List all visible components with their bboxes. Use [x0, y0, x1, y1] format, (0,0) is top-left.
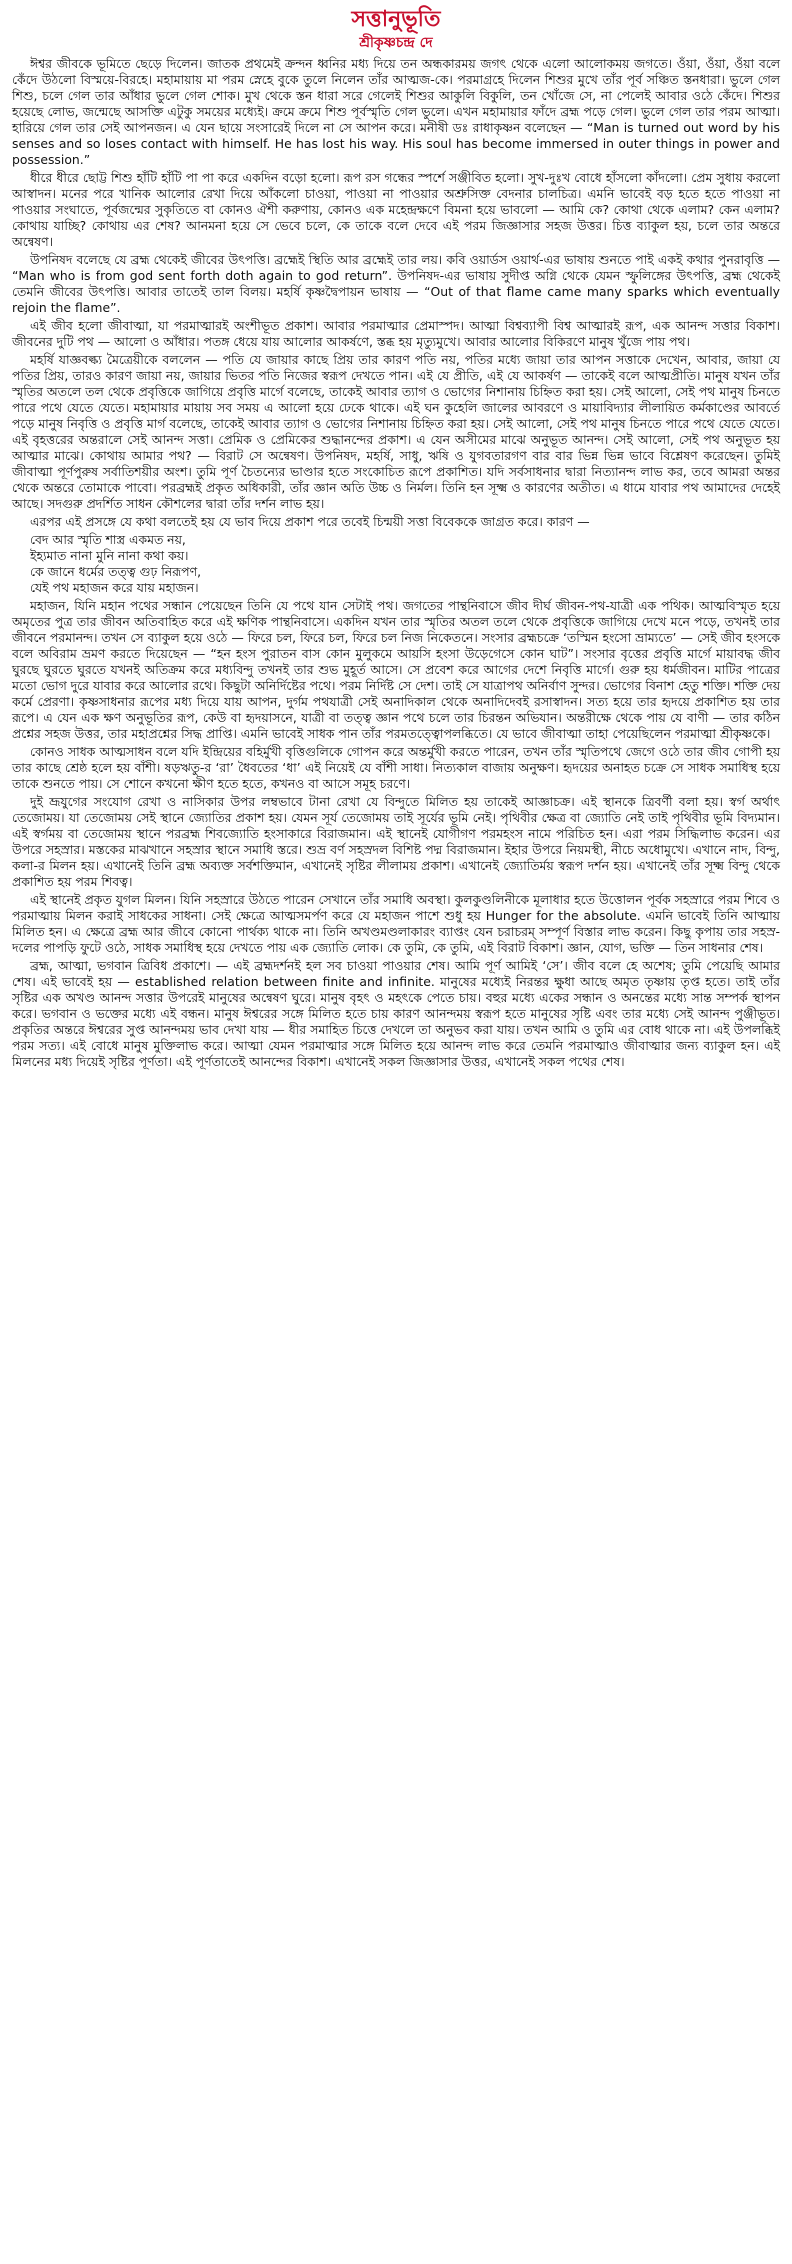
verse-line: কে জানে ধর্মের তত্ত্ব গুঢ় নিরূপণ,: [30, 564, 202, 579]
paragraph: এরপর এই প্রসঙ্গে যে কথা বলতেই হয় যে ভাব দিয়ে প্রকাশ পরে তবেই চিন্ময়ী সত্তা বিবেককে জাগ্রত করে। কারণ —: [30, 514, 590, 529]
verse-line: যেই পথ মহাজন করে যায় মহাজন।: [30, 580, 199, 595]
paragraph: এই স্থানেই প্রকৃত যুগল মিলন। যিনি সহস্রারে উঠতে পারেন সেখানে তাঁর সমাধি অবস্থা। কুলকুণ্ডলিনীকে মূলাধার হতে উত্তোলন পূর্বক সহস্রারে পরম শিবে ও পরমাত্মায় মিলন করাই সাধকের সাধনা। সেই ক্ষেত্রে আত্মসমর্পণ করে যে মহাজন পাশে শুধু হয় Hunger for the absolute. এমনি ভাবেই তিনি আত্মায় মিলিত হন। এ ক্ষেত্রে ব্রহ্ম আর জীবে কোনো পার্থক্য থাকে না। তিনি অখণ্ডমণ্ডলাকারং ব্যাপ্তং যেন চরাচরম্‌ সম্পূর্ণ বিস্তার লাভ করেন। কিছু কৃপায় তার সহস্র-দলের পাপড়ি ফুটে ওঠে, সাধক সমাধিস্থ হয়ে দেখতে পায় এক জ্যোতি লোক। কে তুমি, কে তুমি, এই বিরাট বিকাশ। জ্ঞান, যোগ, ভক্তি — তিন সাধনার শেষ।: [12, 892, 780, 955]
page-title: সত্তানুভূতি: [351, 7, 441, 32]
paragraph: ব্রহ্ম, আত্মা, ভগবান ত্রিবিধ প্রকাশে। — এই ব্রহ্মদর্শনই হল সব চাওয়া পাওয়ার শেষ। আমি পূর্ণ আমিই ‘সে’। জীব বলে হে অশেষ; তুমি পেয়েছি আমার শেষ। এই ভাবেই হয় — established relation between finite and infinite. মানুষের মধ্যেই নিরন্তর ক্ষুধা আছে অমৃত তৃষ্ণায় তৃপ্ত হতে। তাই তাঁর সৃষ্টির এক অখণ্ড আনন্দ সত্তার উপরেই মানুষের অন্বেষণ ঘুরে। মানুষ বৃহৎ ও মহৎকে পেতে চায়। বহুর মধ্যে একের সন্ধান ও অনন্তের মধ্যে সান্ত সম্পর্ক স্থাপন করে। ভগবান ও ভক্তের মধ্যে এই বন্ধন। মানুষ ঈশ্বরের সঙ্গে মিলিত হতে চায় কারণ আনন্দময় স্বরূপ হতে মানুষের সৃষ্টি এবং তার মধ্যে সেই আনন্দ পুঞ্জীভূত। প্রকৃতির অন্তরে ঈশ্বরের সুপ্ত আনন্দময় ভাব দেখা যায় — ধীর সমাহিত চিত্তে দেখলে তা অনুভব করা যায়। তখন আমি ও তুমি এর বোধ থাকে না। এই উপলব্ধিই পরম সত্য। এই বোধে মানুষ মুক্তিলাভ করে। আত্মা যেমন পরমাত্মার সঙ্গে মিলিত হয়ে আনন্দ লাভ করে তেমনি পরমাত্মাও জীবাত্মার জন্য ব্যাকুল হন। এই মিলনের মধ্য দিয়েই সৃষ্টির পূর্ণতা। এই পূর্ণতাতেই আনন্দের বিকাশ। এখানেই সকল জিজ্ঞাসার উত্তর, এখানেই সকল পথের শেষ।: [12, 958, 780, 1069]
paragraph: এই জীব হলো জীবাত্মা, যা পরমাত্মারই অংশীভূত প্রকাশ। আবার পরমাত্মার প্রেমাস্পদ। আত্মা বিশ্বব্যাপী বিশ্ব আত্মারই রূপ, এক আনন্দ সত্তার বিকাশ। জীবনের দুটি পথ — আলো ও আঁধার। পতঙ্গ ধেয়ে যায় আলোর আকর্ষণে, স্তব্ধ হয় মৃত্যুমুখে। আবার আলোর বিকিরণে মানুষ খুঁজে পায় পথ।: [12, 318, 780, 349]
verse-line: ইহ্যমাত নানা মুনি নানা কথা কয়।: [30, 548, 189, 563]
paragraph: উপনিষদ বলেছে যে ব্রহ্ম থেকেই জীবের উৎপত্তি। ব্রহ্মেই স্থিতি আর ব্রহ্মেই তার লয়। কবি ওয়ার্ডস ওয়ার্থ-এর ভাষায় শুনতে পাই একই কথার পুনরাবৃত্তি — “Man who is from god sent forth doth again to god return”. উপনিষদ-এর ভাষায় সুদীপ্ত অগ্নি থেকে যেমন স্ফুলিঙ্গের উৎপত্তি, ব্রহ্ম থেকেই তেমনি জীবের উৎপত্তি। আবার তাতেই তাল বিলয়। মহর্ষি কৃষ্ণদ্বৈপায়ন ভাষায় — “Out of that flame came many sparks which eventually rejoin the flame”.: [12, 252, 780, 315]
paragraph: ধীরে ধীরে ছোট্ট শিশু হাঁটি হাঁটি পা পা করে একদিন বড়ো হলো। রূপ রস গন্ধের স্পর্শে সঞ্জীবিত হলো। সুখ-দুঃখ বোধে হাঁসলো কাঁদলো। প্রেম সুধায় করলো আস্বাদন। মনের পরে খানিক আলোর রেখা দিয়ে আঁকলো চাওয়া, পাওয়া না পাওয়ার অশ্রুসিক্ত বেদনার চালচিত্র। এমনি ভাবেই বড় হতে হতে পাওয়া না পাওয়ার সংঘাতে, পূর্বজন্মের সুকৃতিতে বা কোনও ঐশী করুণায়, কোনও এক মহেন্দ্রক্ষণে বিমনা হয়ে ভাবলো — আমি কে? কোথা থেকে এলাম? কেন এলাম? কোথায় যাচ্ছি? কোথায় এর শেষ? আনমনা হয়ে সে ভেবে চলে, কে তাকে বলে দেবে এই পরম জিজ্ঞাসার সহজ উত্তর। চিত্ত ব্যাকুল হয়, চলে তার অন্তরে অন্বেষণ।: [12, 170, 780, 249]
author-name: শ্রীকৃষ্ণচন্দ্র দে: [359, 35, 433, 51]
verse-line: বেদ আর স্মৃতি শাস্ত্র একমত নয়,: [30, 532, 186, 547]
article-body: [12, 56, 780, 1070]
paragraph: ঈশ্বর জীবকে ভূমিতে ছেড়ে দিলেন। জাতক প্রথমেই ক্রন্দন ধ্বনির মধ্য দিয়ে তন অন্ধকারময় জগৎ থেকে এলো আলোকময় জগতে। ওঁয়া, ওঁয়া, ওঁয়া বলে কেঁদে উঠলো বিস্ময়ে-বিরহে। মহামায়ায় মা পরম স্নেহে বুকে তুলে নিলেন তাঁর আত্মজ-কে। পরমাগ্রহে দিলেন শিশুর মুখে তাঁর পূর্ব সঞ্চিত স্তনধারা। ভুলে গেল শিশু, চলে গেল তার আঁধার ভুলে গেল শোক। মুখ থেকে স্তন ধারা সরে গেলেই শিশুর আকুলি বিকুলি, তন খোঁজে সে, না পেলেই আবার ওঠে কেঁদে। শিশুর হয়েছে লোভ, জন্মেছে আসক্তি এটুকু সময়ের মধ্যেই। ক্রমে ক্রমে শিশু পূর্বস্মৃতি গেল ভুলে। এখন মহামায়ার ফাঁদে ব্রহ্ম পড়ে গেল। ভুলে গেল তার পরম আত্মা। হারিয়ে গেল তার সেই আপনজন। এ যেন ছায়ে সংসারেই দিলে না সে আপন করে। মনীষী ডঃ রাধাকৃষ্ণন বলেছেন — “Man is turned out word by his senses and so loses contact with himself. He has lost his way. His soul has become immersed in outer things in power and possession.”: [12, 56, 780, 167]
verse-block: [12, 532, 780, 596]
paragraph: মহাজন, যিনি মহান পথের সন্ধান পেয়েছেন তিনি যে পথে যান সেটাই পথ। জগতের পান্থনিবাসে জীব দীর্ঘ জীবন-পথ-যাত্রী এক পথিক। আত্মবিস্মৃত হয়ে অমৃতের পুত্র তার জীবন অতিবাহিত করে এই ক্ষণিক পান্থনিবাসে। একদিন যখন তার স্মৃতির অতল তলে থেকে প্রবৃত্তিকে জাগিয়ে দেখে মনে পড়ে, তখনই তার জীবনে পরমানন্দ। তখন সে ব্যাকুল হয়ে ওঠে — ফিরে চল, ফিরে চল, ফিরে চল নিজ নিকেতনে। সংসার ব্রহ্মচক্রে ‘তস্মিন হংসো ভ্রাম্যতে’ — সেই জীব হংসকে বলে অবিরাম ভ্রমণ করতে দিয়েছেন — “হন হংস পুরাতন বাস কোন মুলুকমে আয়সি হংসা উড়েগেসে কোন ঘাট”। সংসার বৃত্তের প্রবৃত্তি মার্গে মায়াবদ্ধ জীব ঘুরছে ঘুরতে ঘুরতে যখনই অতিক্রম করে মধ্যবিন্দু তখনই তার শুভ মুহূর্ত আসে। সে প্রবেশ করে আগের দেশে নিবৃত্তি মার্গে। গুরু হয় ধর্মজীবন। মাটির পাত্রের মতো ভোগ দুরে যাবার করে আলোর রথে। কিছুটা অনির্দিষ্টের পথে। পরম নির্দিষ্ট সে দেশ। তাই সে যাত্রাপথ অনির্বাণ সুন্দর। ভোগের বিনাশ হেতু শক্তি। শক্তি দেয় কর্মে প্রেরণা। কৃষ্ণসাধনার রূপের মধ্য দিয়ে যায় আপন, দুর্গম পথযাত্রী সেই অনাদিকাল থেকে অনাদিদেবই রসাস্বাদন। সত্য হয়ে তার হৃদয়ে প্রকাশিত হয় তার রূপে। এ যেন এক ক্ষণ অনুভূতির রূপ, কেউ বা হৃদয়াসনে, যাত্রী বা তত্ত্ব জ্ঞান পথে চলে তার চিরন্তন অভিযান। অন্তরীক্ষে থেকে পায় যে বাণী — তার কঠিন প্রশ্নের সহজ উত্তর, তার মহাপ্রশ্নের সিদ্ধ প্রাপ্তি। এমনি ভাবেই সাধক পান তাঁর পরমতত্ত্বোপলব্ধিতে। যে ভাবে জীবাত্মা তাহা পেয়েছিলেন পরমাত্মা শ্রীকৃষ্ণকে।: [12, 598, 780, 741]
paragraph: মহর্ষি যাজ্ঞবল্ক্য মৈত্রেয়ীকে বললেন — পতি যে জায়ার কাছে প্রিয় তার কারণ পতি নয়, পতির মধ্যে জায়া তার আপন সত্তাকে দেখেন, আবার, জায়া যে পতির প্রিয়, তারও কারণ জায়া নয়, জায়ার ভিতর পতি নিজের স্বরূপ দেখতে পান। এই যে প্রীতি, এই যে আকর্ষণ — তাকেই বলে আত্মপ্রীতি। মানুষ যখন তাঁর স্মৃতির অতলে তল থেকে প্রবৃত্তিকে জাগিয়ে প্রবৃত্তি মার্গে বলেছে, তাকেই আবার ত্যাগ ও ভোগের নিশানায় চিহ্নিত করা হয়। সেই আলো, সেই পথ মানুষ চিনতে পারে পথে যেতে যেতে। মহামায়ার মায়ায় সব সময় এ আলো হয়ে ঢেকে থাকে। এই ঘন কুহেলি জালের আবরণে ও মায়াবিদ্যার লীলায়িত কর্মকাণ্ডের আবর্তে পড়ে মানুষ নিবৃত্তি ও প্রবৃত্তি মার্গ বলেছে, তাকেই আবার ত্যাগ ও ভোগের নিশানায় চিহ্নিত করা হয়। সেই আলো, সেই পথ মানুষ চিনতে পারে পথে যেতে যেতে। এই বৃহত্তরের অন্তরালে সেই আনন্দ সত্তা। প্রেমিক ও প্রেমিকের শুদ্ধানন্দের প্রকাশ। এ যেন অসীমের মাঝে অনুভূত আনন্দ। সেই আলো, সেই পথ অনুভূত হয় আত্মার মাঝে। কোথায় আমার পথ? — বিরাট সে অন্বেষণ। উপনিষদ, মহর্ষি, সাধু, ঋষি ও যুগবতারগণ বার বার ভিন্ন ভিন্ন ভাবে বিশ্লেষণ করেছেন। তুমিই জীবাত্মা পূর্ণপুরুষ সর্বাতিশয়ীর অংশ। তুমি পূর্ণ চৈতন্যের ভাণ্ডার হতে সংকোচিত রূপে প্রকাশিত। যদি সর্বসাধনার দ্বারা নিত্যানন্দ লাভ কর, তবে আমরা অন্তর থেকে অন্তরে তোমাকে পাবো। পরব্রহ্মই প্রকৃত অধিকারী, তাঁর জ্ঞান অতি উচ্চ ও নির্মল। তিনি হন সূক্ষ্ম ও কারণের অতীত। এ ধামে যাবার পথ আমাদের দেহেই আছে। সদগুরু প্রদর্শিত সাধন কৌশলের দ্বারা তাঁর দর্শন লাভ হয়।: [12, 352, 780, 511]
paragraph: দুই ভ্রূযুগের সংযোগ রেখা ও নাসিকার উপর লম্বভাবে টানা রেখা যে বিন্দুতে মিলিত হয় তাকেই আজ্ঞাচক্র। এই স্থানকে ত্রিবর্ণী বলা হয়। স্বর্গ অর্থাৎ তেজোময়। যা তেজোময় সেই স্থানে জ্যোতির প্রকাশ হয়। যেমন সূর্য তেজোময় তাই সূর্যের ভূমি নেই। পৃথিবীর ক্ষেত্র বা জ্যোতি নেই তাই পৃথিবীর ভূমি বিদ্যমান। এই স্বর্গময় বা তেজোময় স্থানে পরব্রহ্ম শিবজ্যোতি হংসাকারে বিরাজমান। এই স্থানেই যোগীগণ পরমহংস নামে পরিচিত হন। এরা পরম সিদ্ধিলাভ করেন। এর উপরে সহস্রার। মস্তকের মাঝখানে সহস্রার স্থানে সমাধি স্তরে। শুভ্র বর্ণ সহস্রদল বিশিষ্ট পদ্ম বিরাজমান। ইহার উপরে নিয়মস্থী, নীচে অধোমুখে। এখানে নাদ, বিন্দু, কলা-র মিলন হয়। এখানেই তিনি ব্রহ্ম অব্যক্ত সর্বশক্তিমান, এখানেই সৃষ্টির লীলাময় প্রকাশ। এখানেই জ্যোতির্ময় স্বরূপ দর্শন হয়। এখানেই তাঁর সূক্ষ্ম বিন্দু থেকে প্রকাশিত হয় পরম শিবত্ব।: [12, 794, 780, 889]
paragraph: কোনও সাধক আত্মসাধন বলে যদি ইন্দ্রিয়ের বহির্মুখী বৃত্তিগুলিকে গোপন করে অন্তর্মুখী করতে পারেন, তখন তাঁর স্মৃতিপথে জেগে ওঠে তার জীব গোপী হয় তার কাছে শ্রেষ্ঠ হলে হয় বাঁশী। ষড়ঋতু-র ‘রা’ ধৈবতের ‘ধা’ এই নিয়েই যে বাঁশী সাধা। নিত্যকাল বাজায় অনুক্ষণ। হৃদয়ের অনাহত চক্রে সে সাধক সমাধিস্থ হয়ে তাকে শুনতে পায়। সে শোনে কখনো ক্ষীণ হতে হতে, কখনও বা আসে সমূহ চরণে।: [12, 744, 780, 791]
